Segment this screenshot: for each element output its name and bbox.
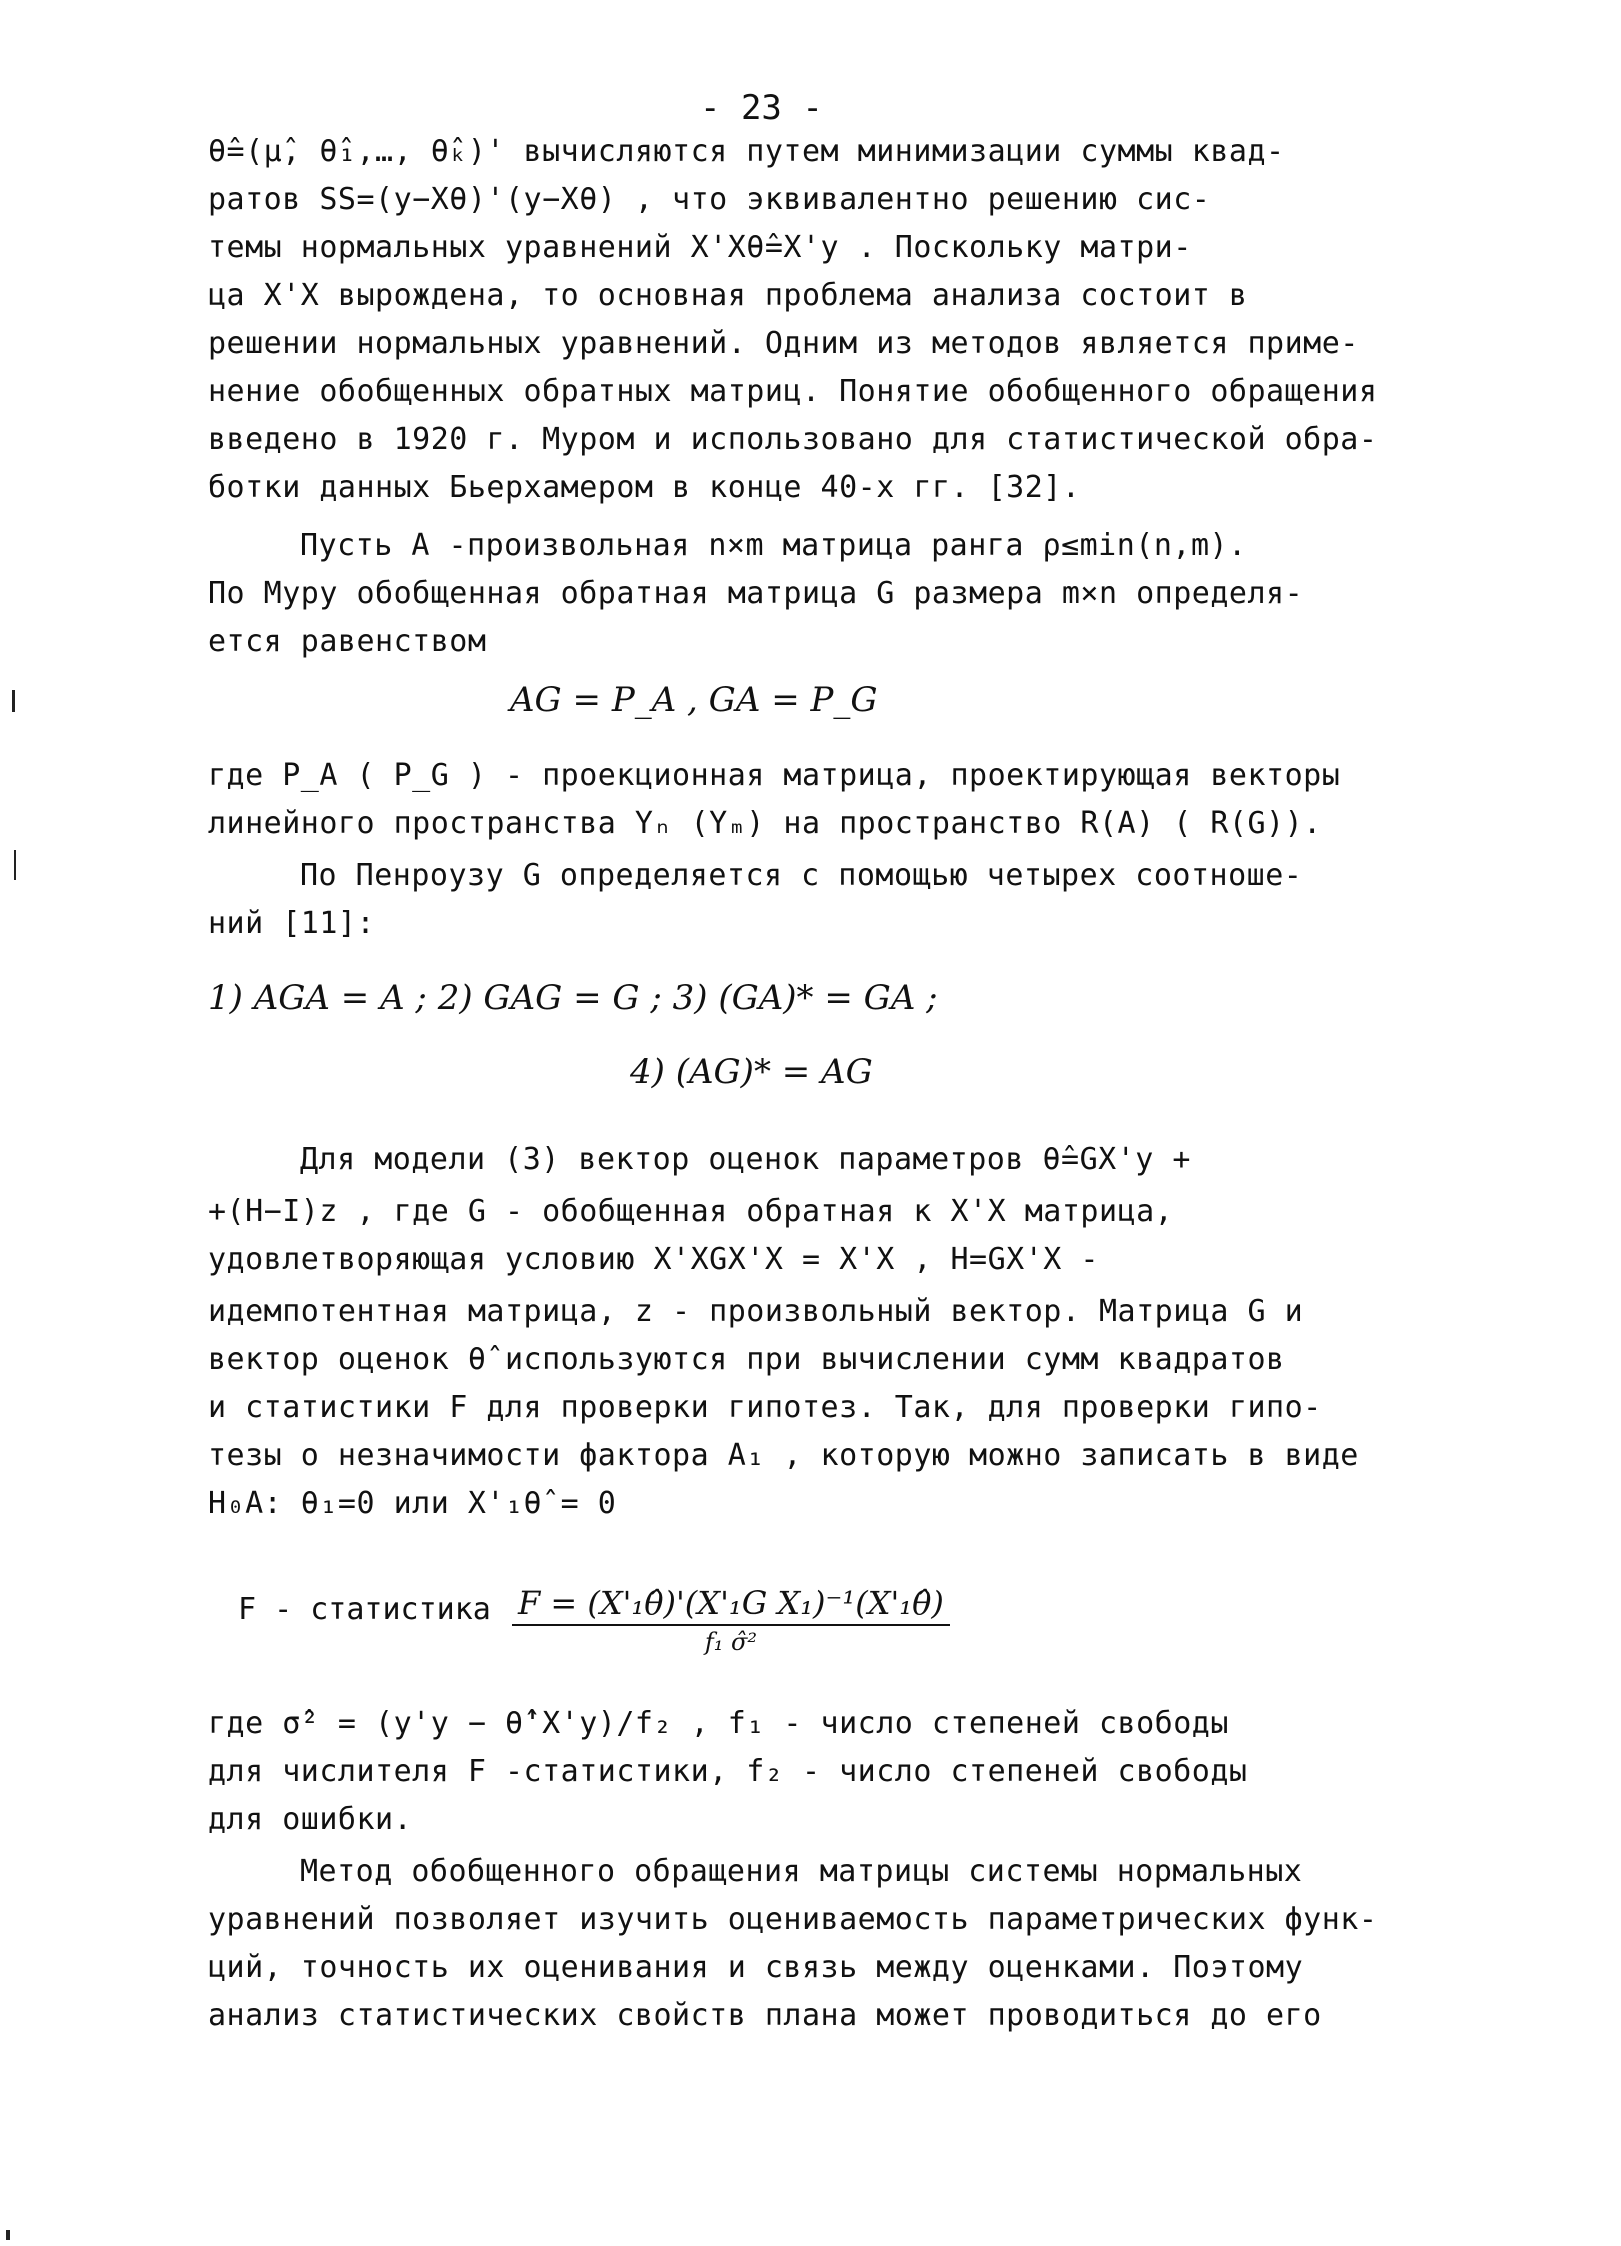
text-line: ратов SS=(y−Xθ)'(y−Xθ) , что эквивалентно решению сис- [208, 182, 1211, 217]
text-line: ний [11]: [208, 906, 376, 941]
page-number: - 23 - [700, 88, 823, 128]
text-line: где P_A ( P_G ) - проекционная матрица, проектирующая векторы [208, 758, 1341, 793]
text-line: и статистики F для проверки гипотез. Так, для проверки гипо- [208, 1390, 1322, 1425]
text-line: +(H−I)z , где G - обобщенная обратная к X'X матрица, [208, 1194, 1174, 1229]
scan-mark [12, 690, 15, 712]
text-line: идемпотентная матрица, z - произвольный вектор. Матрица G и [208, 1294, 1304, 1329]
text-line: Пусть A -произвольная n×m матрица ранга ρ≤min(n,m). [300, 528, 1247, 563]
text-line: удовлетворяющая условию X'XGX'X = X'X , H=GX'X - [208, 1242, 1099, 1277]
text-line: По Муру обобщенная обратная матрица G размера m×n определя- [208, 576, 1304, 611]
text-line: для ошибки. [208, 1802, 413, 1837]
text-line: уравнений позволяет изучить оцениваемость параметрических функ- [208, 1902, 1378, 1937]
text-line: для числителя F -статистики, f₂ - число степеней свободы [208, 1754, 1248, 1789]
scan-mark [6, 2230, 10, 2240]
text-line: линейного пространства Yₙ (Yₘ) на пространство R(A) ( R(G)). [208, 806, 1322, 841]
text-line: анализ статистических свойств плана может проводиться до его [208, 1998, 1322, 2033]
text-line: ется равенством [208, 624, 487, 659]
text-line: θ̂=(μ̂, θ̂₁,…, θ̂ₖ)' вычисляются путем минимизации суммы квад- [208, 134, 1285, 169]
text-line: вектор оценок θ̂ используются при вычислении сумм квадратов [208, 1342, 1285, 1377]
text-line: введено в 1920 г. Муром и использовано для статистической обра- [208, 422, 1378, 457]
text-line: ботки данных Бьерхамером в конце 40-х гг. [32]. [208, 470, 1081, 505]
text-line: Для модели (3) вектор оценок параметров θ̂=GX'y + [300, 1142, 1191, 1177]
scan-mark [14, 850, 16, 880]
text-line: решении нормальных уравнений. Одним из методов является приме- [208, 326, 1359, 361]
f-numerator: F = (X'₁θ̂)'(X'₁G X₁)⁻¹(X'₁θ̂) [512, 1584, 950, 1626]
text-line: H₀A: θ₁=0 или X'₁θ̂ = 0 [208, 1486, 617, 1521]
text-line: тезы о незначимости фактора A₁ , которую можно записать в виде [208, 1438, 1359, 1473]
text-line: ца X'X вырождена, то основная проблема анализа состоит в [208, 278, 1248, 313]
text-line: По Пенроузу G определяется с помощью четырех соотноше- [300, 858, 1303, 893]
penrose-condition-4: 4) (AG)* = AG [630, 1052, 873, 1092]
text-line: где σ̂² = (y'y − θ̂'X'y)/f₂ , f₁ - число степеней свободы [208, 1706, 1229, 1741]
text-line: ций, точность их оценивания и связь между оценками. Поэтому [208, 1950, 1304, 1985]
text-line: темы нормальных уравнений X'Xθ̂=X'y . Поскольку матри- [208, 230, 1192, 265]
text-line: Метод обобщенного обращения матрицы системы нормальных [300, 1854, 1303, 1889]
f-denominator: f₁ σ̂² [704, 1628, 757, 1656]
f-statistic-formula [512, 1584, 950, 1656]
text-line: нение обобщенных обратных матриц. Понятие обобщенного обращения [208, 374, 1378, 409]
moore-equation: AG = P_A , GA = P_G [510, 680, 878, 720]
penrose-conditions-1-3: 1) AGA = A ; 2) GAG = G ; 3) (GA)* = GA ; [208, 978, 938, 1018]
f-statistic-label: F - статистика [238, 1592, 491, 1627]
